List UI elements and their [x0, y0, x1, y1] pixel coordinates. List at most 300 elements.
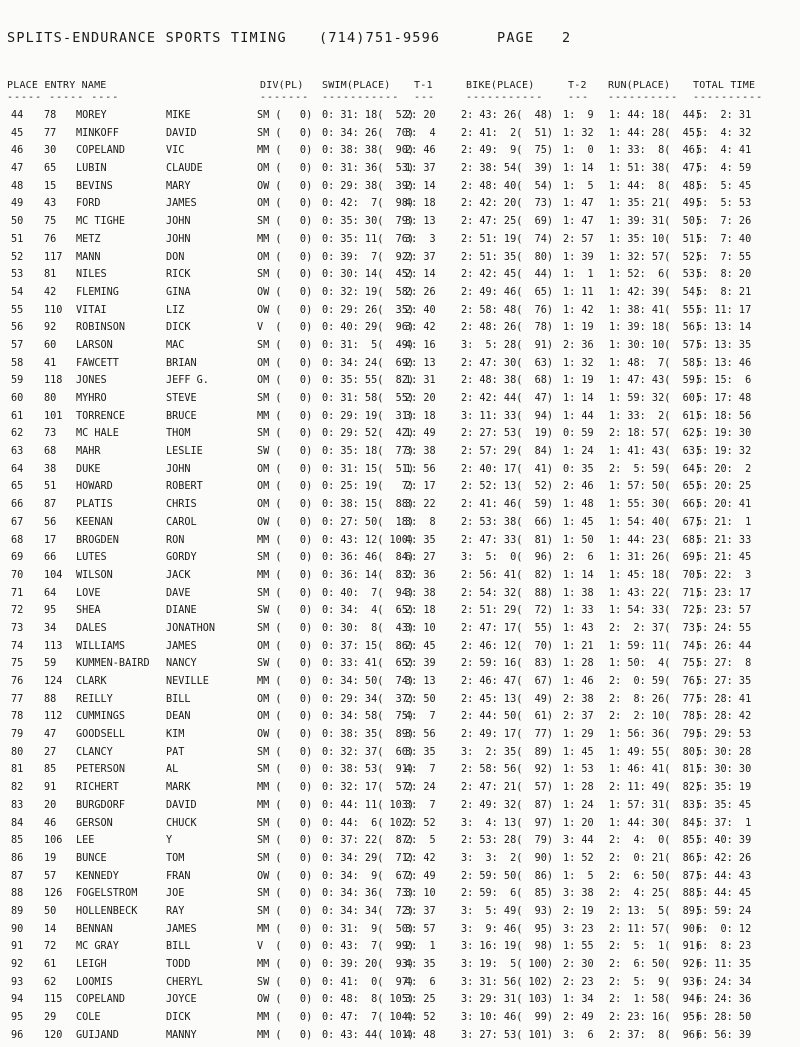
table-row [0, 694, 800, 712]
swim-cell: 0: 30: 8( 43) [322, 622, 415, 634]
total-time-cell: 6: 0: 12 [696, 923, 752, 935]
division-cell: SW ( 0) [257, 605, 313, 617]
first-name-cell: LESLIE [166, 446, 203, 458]
total-time-cell: 5: 11: 17 [696, 304, 752, 316]
first-name-cell: MARK [166, 782, 191, 794]
bike-cell: 2: 42: 20( 73) [461, 198, 554, 210]
t2-cell: 2: 37 [563, 711, 594, 723]
last-name-cell: HOWARD [76, 481, 113, 493]
place-cell: 77 [11, 693, 24, 705]
division-cell: MM ( 0) [257, 1029, 313, 1041]
entry-cell: 104 [44, 569, 63, 581]
last-name-cell: BEVINS [76, 180, 113, 192]
header-rule: ----------- [466, 92, 544, 103]
table-row [0, 818, 800, 836]
total-time-cell: 5: 59: 24 [696, 905, 752, 917]
last-name-cell: COPELAND [76, 994, 126, 1006]
first-name-cell: RON [166, 534, 185, 546]
entry-cell: 88 [44, 693, 57, 705]
t2-cell: 1: 24 [563, 446, 594, 458]
t2-cell: 1: 19 [563, 322, 594, 334]
swim-cell: 0: 31: 15( 51) [322, 463, 415, 475]
first-name-cell: RAY [166, 905, 185, 917]
t1-cell: 2: 24 [405, 782, 436, 794]
t1-cell: 4: 7 [405, 711, 436, 723]
division-cell: OW ( 0) [257, 286, 313, 298]
place-cell: 95 [11, 1012, 24, 1024]
t1-cell: 3: 13 [405, 676, 436, 687]
last-name-cell: KUMMEN-BAIRD [76, 658, 150, 670]
place-cell: 81 [11, 764, 24, 776]
run-cell: 1: 54: 40( 67) [609, 516, 702, 528]
t1-cell: 2: 49 [405, 870, 436, 882]
first-name-cell: DEAN [166, 711, 191, 723]
page-label: PAGE [497, 30, 535, 46]
last-name-cell: LARSON [76, 339, 113, 351]
table-row [0, 428, 800, 446]
swim-cell: 0: 31: 5( 49) [322, 339, 415, 351]
bike-cell: 2: 46: 47( 67) [461, 676, 554, 687]
entry-cell: 62 [44, 976, 57, 988]
table-row [0, 782, 800, 800]
total-time-cell: 5: 7: 40 [696, 233, 752, 245]
total-time-cell: 6: 28: 50 [696, 1012, 752, 1024]
header-rule: ------- [260, 92, 310, 103]
t2-cell: 1: 43 [563, 622, 594, 634]
t1-cell: 2: 26 [405, 286, 436, 298]
t2-cell: 1: 48 [563, 499, 594, 511]
swim-cell: 0: 42: 7( 98) [322, 198, 415, 210]
place-cell: 76 [11, 676, 24, 687]
place-cell: 69 [11, 552, 24, 564]
run-cell: 1: 44: 8( 48) [609, 180, 702, 192]
total-time-cell: 5: 13: 35 [696, 339, 752, 351]
t1-cell: 2: 45 [405, 640, 436, 652]
swim-cell: 0: 35: 30( 79) [322, 216, 415, 228]
t2-cell: 1: 14 [563, 163, 594, 175]
swim-cell: 0: 43: 44( 101) [322, 1029, 415, 1041]
bike-cell: 2: 51: 29( 72) [461, 605, 554, 617]
place-cell: 54 [11, 286, 24, 298]
swim-cell: 0: 29: 38( 39) [322, 180, 415, 192]
last-name-cell: KENNEDY [76, 870, 119, 882]
last-name-cell: FORD [76, 198, 101, 210]
division-cell: OW ( 0) [257, 870, 313, 882]
entry-cell: 61 [44, 959, 57, 970]
swim-cell: 0: 37: 22( 87) [322, 835, 415, 847]
table-row [0, 588, 800, 606]
swim-cell: 0: 38: 53( 91) [322, 764, 415, 776]
total-time-cell: 5: 13: 46 [696, 357, 752, 369]
header-swim: SWIM(PLACE) [322, 80, 391, 91]
first-name-cell: DON [166, 251, 185, 263]
t2-cell: 1: 33 [563, 605, 594, 617]
table-row [0, 871, 800, 889]
entry-cell: 29 [44, 1012, 57, 1024]
entry-cell: 27 [44, 746, 57, 758]
table-row [0, 517, 800, 535]
entry-cell: 120 [44, 1029, 63, 1041]
header-run: RUN(PLACE) [608, 80, 671, 91]
entry-cell: 43 [44, 198, 57, 210]
swim-cell: 0: 35: 18( 77) [322, 446, 415, 458]
bike-cell: 3: 16: 19( 98) [461, 941, 554, 953]
t2-cell: 0: 35 [563, 463, 594, 475]
bike-cell: 2: 49: 32( 87) [461, 799, 554, 811]
place-cell: 63 [11, 446, 24, 458]
first-name-cell: TOM [166, 852, 185, 864]
table-row [0, 340, 800, 358]
table-row [0, 1012, 800, 1030]
last-name-cell: SHEA [76, 605, 101, 617]
run-cell: 1: 38: 41( 55) [609, 304, 702, 316]
entry-cell: 47 [44, 729, 57, 741]
table-row [0, 287, 800, 305]
run-cell: 1: 41: 43( 63) [609, 446, 702, 458]
division-cell: SM ( 0) [257, 127, 313, 139]
division-cell: MM ( 0) [257, 233, 313, 245]
total-time-cell: 5: 8: 20 [696, 269, 752, 281]
place-cell: 70 [11, 569, 24, 581]
bike-cell: 2: 43: 26( 48) [461, 110, 554, 121]
last-name-cell: MINKOFF [76, 127, 119, 139]
run-cell: 1: 33: 2( 61) [609, 410, 702, 422]
entry-cell: 85 [44, 764, 57, 776]
t2-cell: 1: 45 [563, 746, 594, 758]
first-name-cell: JAMES [166, 923, 197, 935]
run-cell: 2: 11: 57( 90) [609, 923, 702, 935]
t2-cell: 2: 23 [563, 976, 594, 988]
t2-cell: 1: 9 [563, 110, 594, 121]
t1-cell: 3: 7 [405, 799, 436, 811]
bike-cell: 2: 49: 46( 65) [461, 286, 554, 298]
run-cell: 1: 56: 36( 79) [609, 729, 702, 741]
t1-cell: 1: 37 [405, 163, 436, 175]
division-cell: OM ( 0) [257, 711, 313, 723]
t1-cell: 3: 35 [405, 746, 436, 758]
first-name-cell: RICK [166, 269, 191, 281]
first-name-cell: JOHN [166, 463, 191, 475]
entry-cell: 59 [44, 658, 57, 670]
last-name-cell: MC TIGHE [76, 216, 126, 228]
bike-cell: 3: 10: 46( 99) [461, 1012, 554, 1024]
t1-cell: 2: 18 [405, 605, 436, 617]
page-header [7, 30, 790, 50]
division-cell: SM ( 0) [257, 746, 313, 758]
t2-cell: 0: 59 [563, 428, 594, 440]
bike-cell: 2: 42: 45( 44) [461, 269, 554, 281]
first-name-cell: CHERYL [166, 976, 203, 988]
table-row [0, 481, 800, 499]
last-name-cell: MC HALE [76, 428, 119, 440]
t1-cell: 1: 31 [405, 375, 436, 387]
bike-cell: 3: 5: 0( 96) [461, 552, 554, 564]
division-cell: OW ( 0) [257, 729, 313, 741]
bike-cell: 3: 27: 53( 101) [461, 1029, 554, 1041]
bike-cell: 2: 53: 28( 79) [461, 835, 554, 847]
t1-cell: 2: 14 [405, 269, 436, 281]
t1-cell: 2: 13 [405, 357, 436, 369]
entry-cell: 87 [44, 499, 57, 511]
t2-cell: 1: 50 [563, 534, 594, 546]
division-cell: OM ( 0) [257, 198, 313, 210]
division-cell: MM ( 0) [257, 534, 313, 546]
first-name-cell: JAMES [166, 640, 197, 652]
division-cell: SW ( 0) [257, 658, 313, 670]
entry-cell: 66 [44, 552, 57, 564]
swim-cell: 0: 48: 8( 105) [322, 994, 415, 1006]
t1-cell: 4: 35 [405, 534, 436, 546]
t2-cell: 1: 52 [563, 852, 594, 864]
swim-cell: 0: 43: 12( 100) [322, 534, 415, 546]
run-cell: 1: 44: 30( 84) [609, 817, 702, 829]
last-name-cell: LUTES [76, 552, 107, 564]
table-row [0, 605, 800, 623]
last-name-cell: VITAI [76, 304, 107, 316]
t1-cell: 3: 4 [405, 127, 436, 139]
bike-cell: 2: 59: 6( 85) [461, 888, 554, 900]
header-place-entry-name: PLACE ENTRY NAME [7, 80, 107, 91]
bike-cell: 3: 2: 35( 89) [461, 746, 554, 758]
t1-cell: 3: 13 [405, 216, 436, 228]
place-cell: 59 [11, 375, 24, 387]
bike-cell: 2: 51: 19( 74) [461, 233, 554, 245]
entry-cell: 124 [44, 676, 63, 687]
swim-cell: 0: 38: 15( 88) [322, 499, 415, 511]
swim-cell: 0: 32: 37( 60) [322, 746, 415, 758]
swim-cell: 0: 34: 50( 74) [322, 676, 415, 687]
bike-cell: 2: 45: 13( 49) [461, 693, 554, 705]
place-cell: 66 [11, 499, 24, 511]
last-name-cell: ROBINSON [76, 322, 126, 334]
last-name-cell: HOLLENBECK [76, 905, 138, 917]
place-cell: 61 [11, 410, 24, 422]
total-time-cell: 6: 11: 35 [696, 959, 752, 970]
entry-cell: 91 [44, 782, 57, 794]
t2-cell: 1: 24 [563, 799, 594, 811]
t2-cell: 1: 38 [563, 587, 594, 599]
total-time-cell: 5: 24: 55 [696, 622, 752, 634]
division-cell: OW ( 0) [257, 994, 313, 1006]
total-time-cell: 5: 21: 33 [696, 534, 752, 546]
t1-cell: 2: 36 [405, 569, 436, 581]
header-total: TOTAL TIME [693, 80, 756, 91]
t1-cell: 2: 5 [405, 835, 436, 847]
swim-cell: 0: 34: 9( 67) [322, 870, 415, 882]
bike-cell: 2: 41: 46( 59) [461, 499, 554, 511]
swim-cell: 0: 34: 34( 72) [322, 905, 415, 917]
division-cell: SM ( 0) [257, 428, 313, 440]
run-cell: 2: 13: 5( 89) [609, 905, 702, 917]
first-name-cell: GINA [166, 286, 191, 298]
total-time-cell: 6: 24: 36 [696, 994, 752, 1006]
division-cell: SM ( 0) [257, 216, 313, 228]
total-time-cell: 5: 20: 41 [696, 499, 752, 511]
place-cell: 87 [11, 870, 24, 882]
first-name-cell: CLAUDE [166, 163, 203, 175]
swim-cell: 0: 31: 18( 52) [322, 110, 415, 121]
run-cell: 1: 43: 22( 71) [609, 587, 702, 599]
entry-cell: 60 [44, 339, 57, 351]
place-cell: 57 [11, 339, 24, 351]
first-name-cell: BRUCE [166, 410, 197, 422]
division-cell: OM ( 0) [257, 375, 313, 387]
bike-cell: 2: 49: 17( 77) [461, 729, 554, 741]
entry-cell: 46 [44, 817, 57, 829]
first-name-cell: MARY [166, 180, 191, 192]
run-cell: 1: 54: 33( 72) [609, 605, 702, 617]
table-row [0, 375, 800, 393]
bike-cell: 2: 59: 50( 86) [461, 870, 554, 882]
t2-cell: 2: 38 [563, 693, 594, 705]
table-row [0, 446, 800, 464]
table-row [0, 322, 800, 340]
header-div: DIV(PL) [260, 80, 304, 91]
bike-cell: 3: 29: 31( 103) [461, 994, 554, 1006]
division-cell: MM ( 0) [257, 410, 313, 422]
entry-cell: 113 [44, 640, 63, 652]
first-name-cell: THOM [166, 428, 191, 440]
last-name-cell: MOREY [76, 110, 107, 121]
total-time-cell: 5: 2: 31 [696, 110, 752, 121]
division-cell: MM ( 0) [257, 923, 313, 935]
entry-cell: 112 [44, 711, 63, 723]
last-name-cell: LOVE [76, 587, 101, 599]
swim-cell: 0: 36: 46( 84) [322, 552, 415, 564]
last-name-cell: GERSON [76, 817, 113, 829]
t1-cell: 1: 56 [405, 463, 436, 475]
place-cell: 75 [11, 658, 24, 670]
first-name-cell: CAROL [166, 516, 197, 528]
swim-cell: 0: 31: 58( 55) [322, 393, 415, 404]
t1-cell: 3: 37 [405, 905, 436, 917]
bike-cell: 2: 27: 53( 19) [461, 428, 554, 440]
place-cell: 73 [11, 622, 24, 634]
run-cell: 2: 2: 10( 78) [609, 711, 702, 723]
entry-cell: 56 [44, 516, 57, 528]
swim-cell: 0: 47: 7( 104) [322, 1012, 415, 1024]
division-cell: SM ( 0) [257, 888, 313, 900]
total-time-cell: 5: 40: 39 [696, 835, 752, 847]
place-cell: 90 [11, 923, 24, 935]
place-cell: 72 [11, 605, 24, 617]
entry-cell: 68 [44, 446, 57, 458]
first-name-cell: JACK [166, 569, 191, 581]
run-cell: 2: 37: 8( 96) [609, 1029, 702, 1041]
entry-cell: 126 [44, 888, 63, 900]
bike-cell: 2: 49: 9( 75) [461, 145, 554, 157]
run-cell: 2: 4: 0( 85) [609, 835, 702, 847]
total-time-cell: 5: 42: 26 [696, 852, 752, 864]
last-name-cell: CLARK [76, 676, 107, 687]
run-cell: 1: 33: 8( 46) [609, 145, 702, 157]
table-row [0, 269, 800, 287]
table-row [0, 411, 800, 429]
division-cell: SM ( 0) [257, 764, 313, 776]
t2-cell: 2: 36 [563, 339, 594, 351]
division-cell: OW ( 0) [257, 516, 313, 528]
bike-cell: 2: 59: 16( 83) [461, 658, 554, 670]
bike-cell: 3: 9: 46( 95) [461, 923, 554, 935]
t2-cell: 1: 53 [563, 764, 594, 776]
bike-cell: 3: 31: 56( 102) [461, 976, 554, 988]
run-cell: 1: 55: 30( 66) [609, 499, 702, 511]
column-headers [0, 80, 800, 96]
swim-cell: 0: 39: 7( 92) [322, 251, 415, 263]
entry-cell: 14 [44, 923, 57, 935]
first-name-cell: DAVE [166, 587, 191, 599]
first-name-cell: TODD [166, 959, 191, 970]
place-cell: 53 [11, 269, 24, 281]
swim-cell: 0: 43: 7( 99) [322, 941, 415, 953]
t2-cell: 1: 19 [563, 375, 594, 387]
t1-cell: 2: 1 [405, 941, 436, 953]
place-cell: 60 [11, 393, 24, 404]
first-name-cell: JAMES [166, 198, 197, 210]
place-cell: 85 [11, 835, 24, 847]
total-time-cell: 5: 30: 30 [696, 764, 752, 776]
total-time-cell: 5: 44: 43 [696, 870, 752, 882]
run-cell: 1: 47: 43( 59) [609, 375, 702, 387]
last-name-cell: FLEMING [76, 286, 119, 298]
first-name-cell: LIZ [166, 304, 185, 316]
bike-cell: 2: 47: 21( 57) [461, 782, 554, 794]
run-cell: 1: 32: 57( 52) [609, 251, 702, 263]
place-cell: 83 [11, 799, 24, 811]
place-cell: 92 [11, 959, 24, 970]
swim-cell: 0: 32: 17( 57) [322, 782, 415, 794]
first-name-cell: FRAN [166, 870, 191, 882]
first-name-cell: JOHN [166, 216, 191, 228]
bike-cell: 2: 57: 29( 84) [461, 446, 554, 458]
place-cell: 50 [11, 216, 24, 228]
bike-cell: 2: 47: 30( 63) [461, 357, 554, 369]
t1-cell: 6: 27 [405, 552, 436, 564]
place-cell: 84 [11, 817, 24, 829]
bike-cell: 2: 41: 2( 51) [461, 127, 554, 139]
entry-cell: 101 [44, 410, 63, 422]
last-name-cell: MYHRO [76, 393, 107, 404]
run-cell: 1: 46: 41( 81) [609, 764, 702, 776]
division-cell: V ( 0) [257, 322, 313, 334]
division-cell: MM ( 0) [257, 959, 313, 970]
table-row [0, 163, 800, 181]
place-cell: 89 [11, 905, 24, 917]
first-name-cell: Y [166, 835, 173, 847]
division-cell: MM ( 0) [257, 799, 313, 811]
total-time-cell: 6: 56: 39 [696, 1029, 752, 1041]
place-cell: 93 [11, 976, 24, 988]
t2-cell: 1: 21 [563, 640, 594, 652]
swim-cell: 0: 30: 14( 45) [322, 269, 415, 281]
table-row [0, 198, 800, 216]
run-cell: 2: 11: 49( 82) [609, 782, 702, 794]
t1-cell: 3: 18 [405, 410, 436, 422]
entry-cell: 64 [44, 587, 57, 599]
page-number: 2 [562, 30, 572, 46]
total-time-cell: 5: 28: 42 [696, 711, 752, 723]
t2-cell: 1: 29 [563, 729, 594, 741]
bike-cell: 2: 44: 50( 61) [461, 711, 554, 723]
t2-cell: 1: 28 [563, 658, 594, 670]
division-cell: SM ( 0) [257, 269, 313, 281]
total-time-cell: 6: 24: 34 [696, 976, 752, 988]
last-name-cell: WILLIAMS [76, 640, 126, 652]
t2-cell: 1: 44 [563, 410, 594, 422]
division-cell: MM ( 0) [257, 782, 313, 794]
swim-cell: 0: 35: 11( 76) [322, 233, 415, 245]
t1-cell: 2: 42 [405, 852, 436, 864]
